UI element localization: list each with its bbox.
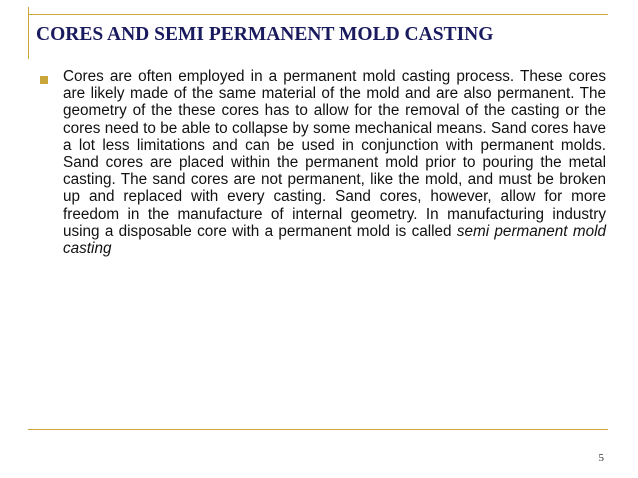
bullet-paragraph — [63, 68, 606, 257]
title-horizontal-rule — [28, 14, 608, 15]
square-bullet-icon — [40, 76, 48, 84]
bullet-text: Cores are often employed in a permanent mold casting process. These cores are likely made of the same material of the mold and are also permanent. The geometry of the these cores has to allow for the removal of the casting or the cores need to be able to collapse by some mechanical means. Sand cores have a lot less limitations and can be used in conjunction with permanent molds. Sand cores are placed within the permanent mold prior to pouring the metal casting. The sand cores are not permanent, like the mold, and must be broken up and replaced with every casting. Sand cores, however, allow for more freedom in the manufacture of internal geometry. In manufacturing industry using a disposable core with a permanent mold is called — [63, 68, 606, 240]
footer-rule — [28, 429, 608, 430]
page-number: 5 — [598, 452, 604, 464]
bullet-item — [36, 68, 606, 257]
emphasis-term: semi permanent mold casting — [63, 222, 606, 258]
slide-title: CORES AND SEMI PERMANENT MOLD CASTING — [36, 24, 494, 45]
